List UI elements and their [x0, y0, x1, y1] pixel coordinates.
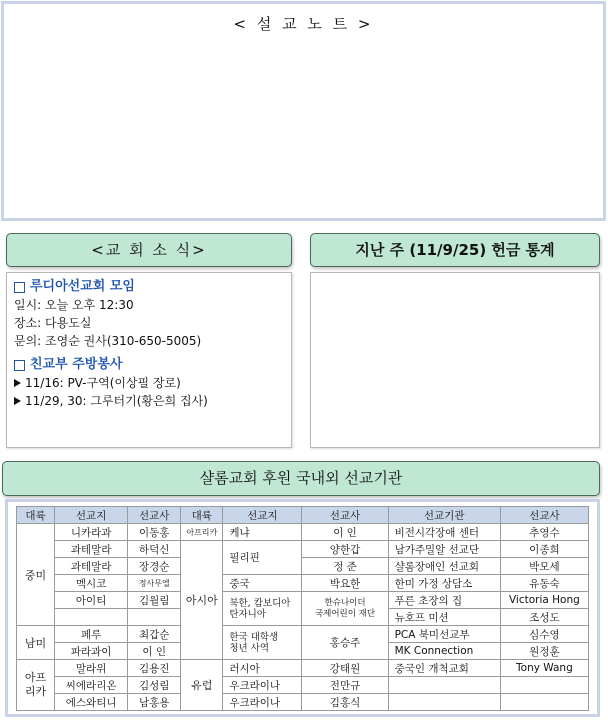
- header-cell: 선교사: [500, 507, 588, 524]
- table-row: [17, 558, 589, 575]
- field-cell: 씨에라리온: [55, 677, 128, 694]
- header-cell: 대륙: [181, 507, 223, 524]
- agency-cell: [388, 677, 500, 694]
- missionary-cell: 전만규: [302, 677, 388, 694]
- field-cell: 북한, 캄보디아 탄자니아: [223, 592, 302, 626]
- table-row: [17, 524, 589, 541]
- news-line: 장소: 다용도실: [14, 316, 92, 330]
- continent-cell: 중미: [17, 524, 55, 626]
- field-cell: 니카라과: [55, 524, 128, 541]
- agency-cell: 한미 가정 상담소: [388, 575, 500, 592]
- table-row: [17, 694, 589, 711]
- field-cell: 러시아: [223, 660, 302, 677]
- checkbox-square-icon: [14, 360, 25, 371]
- missionary-cell: 장경순: [128, 558, 181, 575]
- news-section-title-text: 친교부 주방봉사: [30, 357, 123, 372]
- missionary-cell: 정 준: [302, 558, 388, 575]
- continent-cell: 아시아: [181, 541, 223, 660]
- table-header-row: [17, 507, 589, 524]
- offering-stats-header: 지난 주 (11/9/25) 헌금 통계: [310, 233, 600, 267]
- missionary-cell: [500, 677, 588, 694]
- missionary-cell: 김용진: [128, 660, 181, 677]
- continent-cell: 남미: [17, 626, 55, 660]
- missionary-cell: 하덕신: [128, 541, 181, 558]
- missionary-cell: 김월림: [128, 592, 181, 609]
- missionary-cell: 최갑순: [128, 626, 181, 643]
- church-news-header: <교 회 소 식>: [6, 233, 292, 267]
- missionary-cell: 김홍식: [302, 694, 388, 711]
- field-cell: 중국: [223, 575, 302, 592]
- field-cell: 한국 대학생 청년 사역: [223, 626, 302, 660]
- agency-cell: 푸른 초장의 집: [388, 592, 500, 609]
- missionary-cell: 강태원: [302, 660, 388, 677]
- news-section-title: [14, 278, 291, 296]
- field-cell: 케냐: [223, 524, 302, 541]
- missionary-cell: 이 인: [302, 524, 388, 541]
- field-cell: 우크라이나: [223, 694, 302, 711]
- missionary-cell: 정사무엘: [128, 575, 181, 592]
- offering-stats-box: [310, 272, 600, 448]
- field-cell: 멕시코: [55, 575, 128, 592]
- missionary-cell: 박요한: [302, 575, 388, 592]
- missionary-cell: [128, 609, 181, 626]
- table-row: [17, 626, 589, 643]
- agency-cell: PCA 북미선교부: [388, 626, 500, 643]
- news-bullet: [14, 392, 291, 410]
- news-line: 일시: 오늘 오후 12:30: [14, 298, 134, 312]
- agency-cell: 남가주밀알 선교단: [388, 541, 500, 558]
- table-row: [17, 660, 589, 677]
- sermon-notes-box: [1, 1, 606, 221]
- missionary-cell: 남홍용: [128, 694, 181, 711]
- field-cell: 아이티: [55, 592, 128, 609]
- missionary-cell: 원정훈: [500, 643, 588, 660]
- news-line: 문의: 조영순 권사(310-650-5005): [14, 334, 202, 348]
- agency-cell: 중국인 개척교회: [388, 660, 500, 677]
- agency-cell: 비전시각장애 센터: [388, 524, 500, 541]
- missionary-cell: 조성도: [500, 609, 588, 626]
- field-cell: [55, 609, 128, 626]
- field-cell: 페루: [55, 626, 128, 643]
- field-cell: 우크라이나: [223, 677, 302, 694]
- table-row: [17, 592, 589, 609]
- table-row: [17, 575, 589, 592]
- missionary-cell: 이동홍: [128, 524, 181, 541]
- news-section-title-text: 루디아선교회 모임: [30, 279, 135, 294]
- triangle-bullet-icon: [14, 379, 21, 387]
- missionary-cell: 양한갑: [302, 541, 388, 558]
- missions-table-box: [5, 499, 600, 717]
- church-news-box: [6, 272, 292, 448]
- agency-cell: [388, 694, 500, 711]
- agency-cell: MK Connection: [388, 643, 500, 660]
- header-cell: 선교사: [302, 507, 388, 524]
- missionary-cell: 한슈나이더 국제어린이 재단: [302, 592, 388, 626]
- field-cell: 과테말라: [55, 541, 128, 558]
- missions-table: [16, 506, 589, 711]
- missionary-cell: [500, 694, 588, 711]
- header-cell: 선교기관: [388, 507, 500, 524]
- missionary-cell: 심수영: [500, 626, 588, 643]
- agency-cell: 샬롬장애인 선교회: [388, 558, 500, 575]
- news-bullet-text: 11/16: PV-구역(이상필 장로): [25, 376, 181, 390]
- sermon-notes-title: < 설 교 노 트 >: [233, 15, 374, 33]
- missionary-cell: Victoria Hong: [500, 592, 588, 609]
- missionary-cell: 추영수: [500, 524, 588, 541]
- header-cell: 대륙: [17, 507, 55, 524]
- missionary-cell: Tony Wang: [500, 660, 588, 677]
- table-row: [17, 541, 589, 558]
- header-cell: 선교지: [55, 507, 128, 524]
- news-section-title: [14, 356, 291, 374]
- news-bullet-text: 11/29, 30: 그루터기(황은희 집사): [25, 394, 208, 408]
- missionary-cell: 이 인: [128, 643, 181, 660]
- header-cell: 선교지: [223, 507, 302, 524]
- field-cell: 파라과이: [55, 643, 128, 660]
- missions-header: 샬롬교회 후원 국내외 선교기관: [2, 461, 600, 496]
- continent-cell: 아프리카: [181, 524, 223, 541]
- missionary-cell: 김성림: [128, 677, 181, 694]
- missionary-cell: 홍승주: [302, 626, 388, 660]
- field-cell: 필리핀: [223, 541, 302, 575]
- field-cell: 말라위: [55, 660, 128, 677]
- triangle-bullet-icon: [14, 397, 21, 405]
- agency-cell: 뉴호프 미션: [388, 609, 500, 626]
- header-cell: 선교사: [128, 507, 181, 524]
- missionary-cell: 이종희: [500, 541, 588, 558]
- checkbox-square-icon: [14, 282, 25, 293]
- field-cell: 과테말라: [55, 558, 128, 575]
- news-bullet: [14, 374, 291, 392]
- missionary-cell: 유동숙: [500, 575, 588, 592]
- table-row: [17, 677, 589, 694]
- field-cell: 에스와티니: [55, 694, 128, 711]
- continent-cell: 아프 리카: [17, 660, 55, 711]
- continent-cell: 유럽: [181, 660, 223, 711]
- missionary-cell: 박모세: [500, 558, 588, 575]
